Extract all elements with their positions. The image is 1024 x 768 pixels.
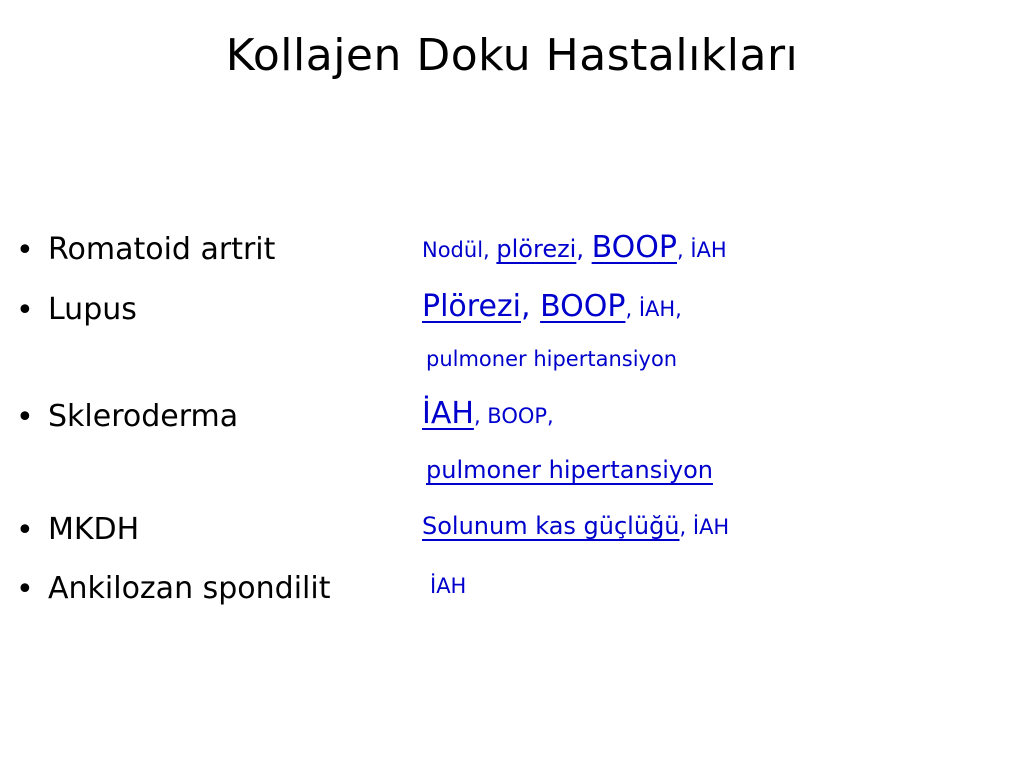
details-mkdh [422, 512, 729, 540]
detail-boop: BOOP [591, 230, 677, 265]
details-lupus [422, 289, 682, 324]
separator: , [625, 297, 639, 321]
details-skleroderma [422, 396, 554, 431]
detail-plorezi: Plörezi [422, 289, 521, 324]
separator: , [677, 238, 691, 262]
separator: , [679, 515, 693, 539]
separator: , [483, 238, 497, 262]
detail-iah: İAH [422, 396, 474, 431]
separator: , [576, 235, 592, 263]
slide-title: Kollajen Doku Hastalıkları [225, 30, 799, 81]
detail-plorezi: plörezi [496, 235, 577, 263]
detail-iah: İAH, [638, 297, 682, 321]
disease-mkdh: MKDH [48, 512, 140, 547]
continuation-pulmoner-hipertansiyon: pulmoner hipertansiyon [426, 456, 713, 484]
detail-nodul: Nodül [422, 238, 484, 262]
details-ankilozan-spondilit [430, 574, 466, 598]
detail-boop: BOOP [540, 289, 626, 324]
detail-iah: İAH [690, 238, 727, 262]
details-romatoid-artrit [422, 230, 727, 265]
bullet-marker: • [16, 400, 34, 435]
disease-romatoid-artrit: Romatoid artrit [48, 232, 276, 267]
detail-iah: İAH [430, 574, 467, 598]
bullet-marker: • [16, 293, 34, 328]
continuation-pulmoner-hipertansiyon: pulmoner hipertansiyon [426, 347, 678, 371]
separator: , [521, 289, 541, 324]
disease-skleroderma: Skleroderma [48, 399, 239, 434]
detail-boop: BOOP, [487, 404, 554, 428]
bullet-marker: • [16, 513, 34, 548]
detail-iah: İAH [692, 515, 730, 539]
disease-lupus: Lupus [48, 292, 137, 327]
bullet-marker: • [16, 233, 34, 268]
detail-solunum-kas-gucslugu: Solunum kas güçlüğü [422, 512, 680, 540]
separator: , [473, 404, 488, 428]
disease-ankilozan-spondilit: Ankilozan spondilit [48, 571, 331, 606]
bullet-marker: • [16, 572, 34, 607]
